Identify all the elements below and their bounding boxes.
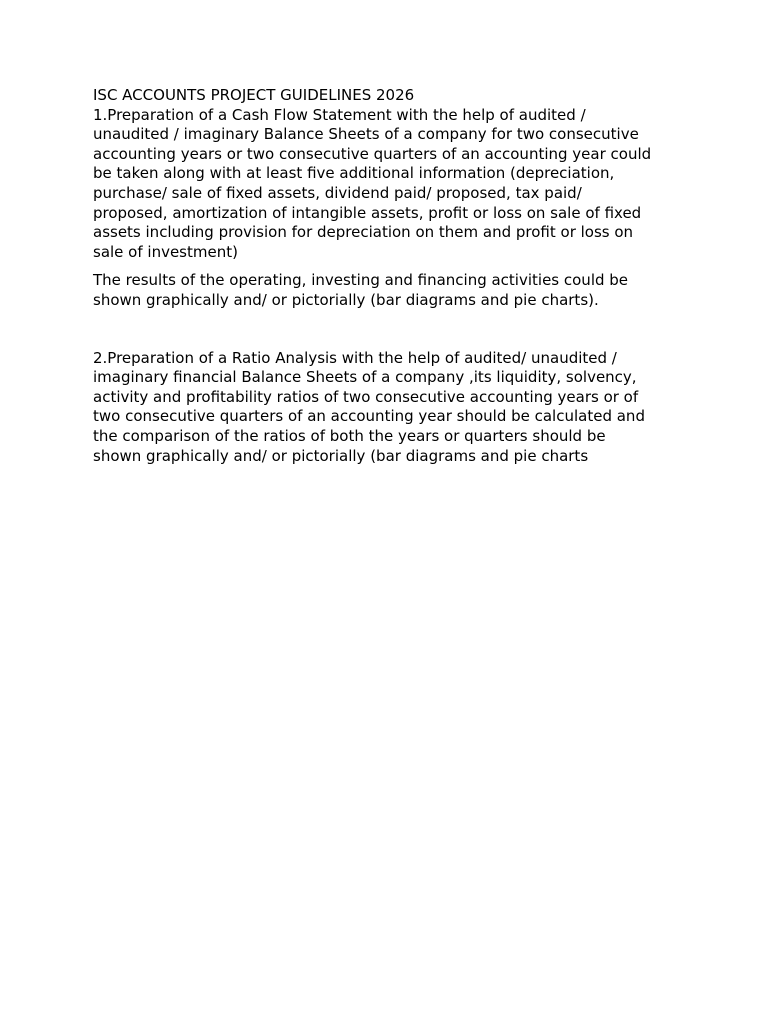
paragraph-graphical-results: The results of the operating, investing and financing activities could be shown graphically and/ or pictorially (bar diagrams and pie charts). bbox=[93, 271, 629, 309]
paragraph-cash-flow: 1.Preparation of a Cash Flow Statement with the help of audited / unaudited / imaginary Balance Sheets of a company for two consecutive accounting years or two consecutive quarters of an accounting year could be taken along with at least five additional information (depreciation, purchase/ sale of fixed assets, dividend paid/ proposed, tax paid/ proposed, amortization of intangible assets, profit or loss on sale of fixed assets including provision for depreciation on them and profit or loss on sale of investment) bbox=[93, 105, 652, 261]
document-body bbox=[93, 86, 683, 466]
document-title: ISC ACCOUNTS PROJECT GUIDELINES 2026 bbox=[93, 86, 415, 104]
section-spacer bbox=[93, 311, 683, 349]
paragraph-spacer bbox=[93, 262, 683, 271]
paragraph-ratio-analysis: 2.Preparation of a Ratio Analysis with the help of audited/ unaudited / imaginary financial Balance Sheets of a company ,its liquidity, solvency, activity and profitability ratios of two consecutive accounting years or of two consecutive quarters of an accounting year should be calculated and the comparison of the ratios of both the years or quarters should be shown graphically and/ or pictorially (bar diagrams and pie charts bbox=[93, 348, 645, 465]
